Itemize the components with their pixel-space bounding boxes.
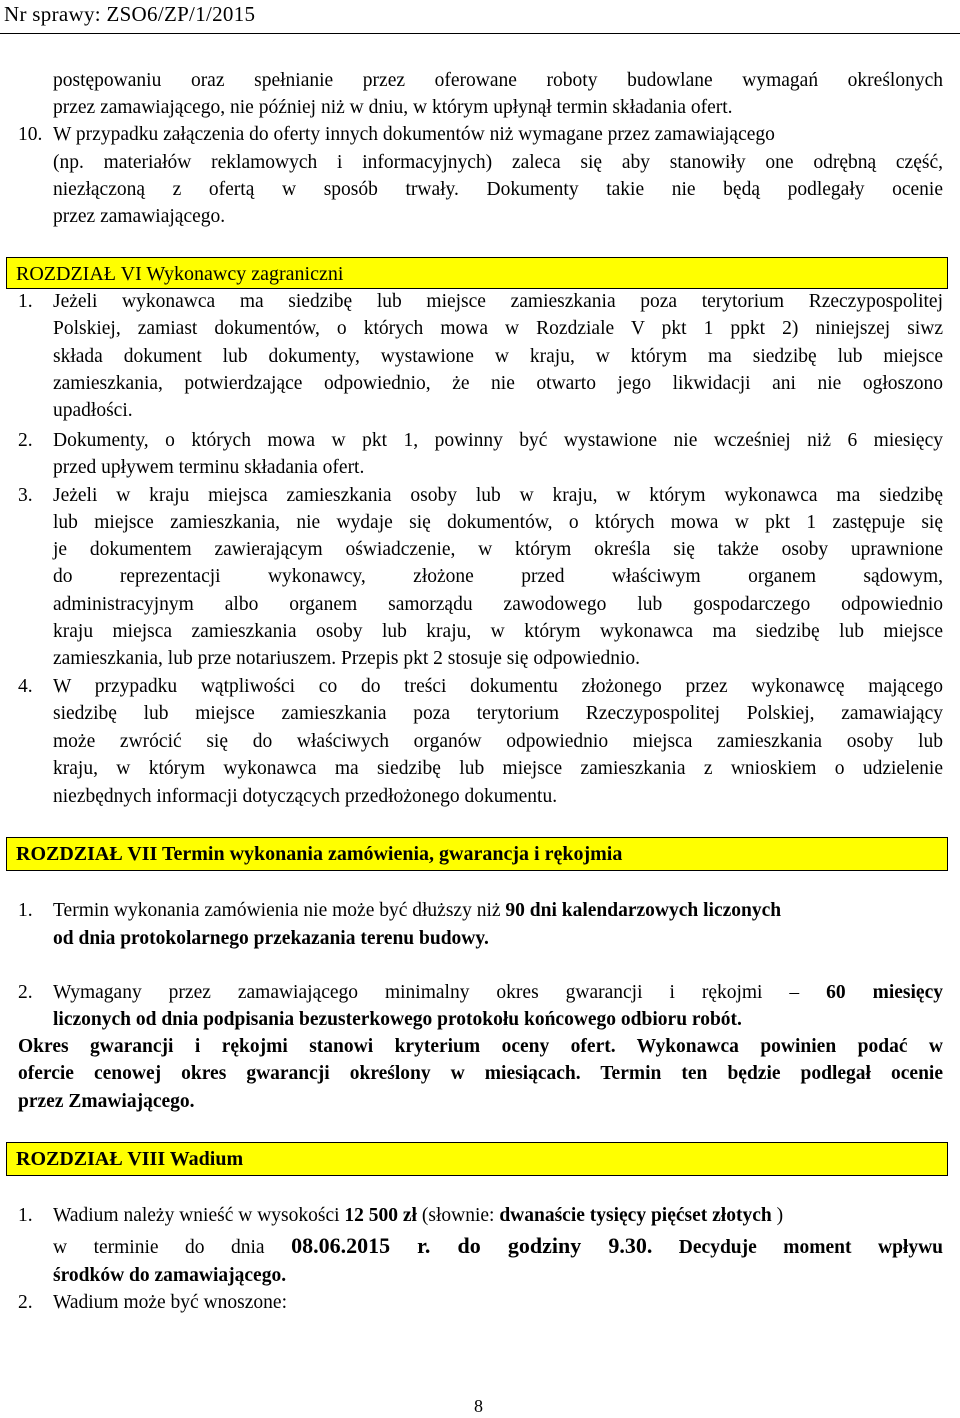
ch6-item-2-number: 2. — [18, 430, 33, 451]
ch6-item-3-line-2: lub miejsce zamieszkania, nie wydaje się dokumentów, o których mowa w pkt 1 zastępuje się — [53, 512, 943, 533]
chapter-6-title: ROZDZIAŁ VI Wykonawcy zagraniczni — [16, 263, 344, 285]
ch6-item-4-line-2: siedzibę lub miejsce zamieszkania poza terytorium Rzeczypospolitej Polskiej, zamawiający — [53, 703, 943, 724]
chapter-6-heading — [6, 257, 948, 289]
ch6-item-3-number: 3. — [18, 485, 33, 506]
ch8-item-1-number: 1. — [18, 1205, 33, 1226]
ch6-item-3-line-3: je dokumentem zawierającym oświadczenie, w którym określa się także osoby uprawnione — [53, 539, 943, 560]
ch8-deadline-text: w terminie do dnia — [53, 1237, 292, 1258]
intro-line-4: (np. materiałów reklamowych i informacyjnych) zaleca się aby stanowiły one odrębną część, — [53, 152, 943, 173]
ch7-item-1-line-1 — [53, 897, 781, 924]
ch6-item-1-line-5: upadłości. — [53, 400, 133, 421]
ch8-item-1-line-1 — [53, 1202, 783, 1229]
intro-line-3: W przypadku załączenia do oferty innych dokumentów niż wymagane przez zamawiającego — [53, 124, 775, 145]
ch6-item-2-line-2: przed upływem terminu składania ofert. — [53, 457, 365, 478]
ch7-item-2-number: 2. — [18, 982, 33, 1003]
chapter-7-heading — [6, 837, 948, 871]
ch7-item-1-text: Termin wykonania zamówienia nie może być dłuższy niż — [53, 900, 506, 921]
ch8-amount-words: dwanaście tysięcy pięćset złotych — [499, 1205, 772, 1226]
ch8-deadline-date: 08.06.2015 r. do godziny 9.30. — [291, 1233, 653, 1258]
ch6-item-4-line-4: kraju, w którym wykonawca ma siedzibę lub miejsce zamieszkania z wnioskiem o udzielenie — [53, 758, 943, 779]
ch8-item-1-line-2 — [53, 1232, 943, 1261]
ch7-item-2-line-2: liczonych od dnia podpisania bezusterkowego protokołu końcowego odbioru robót. — [53, 1009, 742, 1030]
ch7-warranty-months: 60 miesięcy — [826, 982, 943, 1003]
ch8-words-prefix: (słownie: — [416, 1205, 500, 1226]
ch6-item-1-number: 1. — [18, 291, 33, 312]
ch8-amount-text: Wadium należy wnieść w wysokości — [53, 1205, 345, 1226]
ch6-item-1-line-4: zamieszkania, potwierdzające odpowiednio, że nie otwarto jego likwidacji ani nie ogłoszono — [53, 373, 943, 394]
intro-line-1: postępowaniu oraz spełnianie przez oferowane roboty budowlane wymagań określonych — [53, 70, 943, 91]
ch6-item-4-line-1: W przypadku wątpliwości co do treści dokumentu złożonego przez wykonawcę mającego — [53, 676, 943, 697]
intro-line-2: przez zamawiającego, nie później niż w dniu, w którym upłynął termin składania ofert. — [53, 97, 733, 118]
ch7-item-1-number: 1. — [18, 900, 33, 921]
ch8-item-2-number: 2. — [18, 1292, 33, 1313]
ch6-item-1-line-3: składa dokument lub dokumenty, wystawione w kraju, w którym ma siedzibę lub miejsce — [53, 346, 943, 367]
ch6-item-3-line-5: administracyjnym albo organem samorządu zawodowego lub gospodarczego odpowiednio — [53, 594, 943, 615]
ch6-item-2-line-1: Dokumenty, o których mowa w pkt 1, powinny być wystawione nie wcześniej niż 6 miesięcy — [53, 430, 943, 451]
ch7-item-2-text: Wymagany przez zamawiającego minimalny okres gwarancji i rękojmi – — [53, 982, 827, 1003]
ch7-note-line-1: Okres gwarancji i rękojmi stanowi kryterium oceny ofert. Wykonawca powinien podać w — [18, 1036, 943, 1057]
ch7-term-days: 90 dni kalendarzowych liczonych — [505, 900, 782, 921]
ch6-item-4-line-5: niezbędnych informacji dotyczących przedłożonego dokumentu. — [53, 786, 558, 807]
chapter-7-title: ROZDZIAŁ VII Termin wykonania zamówienia, gwarancja i rękojmia — [16, 843, 623, 865]
ch6-item-1-line-2: Polskiej, zamiast dokumentów, o których mowa w Rozdziale V pkt 1 ppkt 2) niniejszej siwz — [53, 318, 943, 339]
chapter-8-title: ROZDZIAŁ VIII Wadium — [16, 1148, 244, 1170]
intro-line-6: przez zamawiającego. — [53, 206, 226, 227]
intro-line-5: niezłączoną z ofertą w sposób trwały. Dokumenty takie nie będą podlegały ocenie — [53, 179, 943, 200]
ch8-item-1-line-3: środków do zamawiającego. — [53, 1265, 287, 1286]
ch7-note-line-2: ofercie cenowej okres gwarancji określony w miesiącach. Termin ten będzie podlegał ocenie — [18, 1063, 943, 1084]
ch6-item-4-number: 4. — [18, 676, 33, 697]
ch6-item-3-line-4: do reprezentacji wykonawcy, złożone przed właściwym organem sądowym, — [53, 566, 943, 587]
ch8-deadline-note: Decyduje moment wpływu — [652, 1237, 944, 1258]
ch8-amount: 12 500 zł — [344, 1205, 417, 1226]
ch7-item-2-line-1 — [53, 979, 943, 1006]
ch6-item-3-line-7: zamieszkania, lub prze notariuszem. Przepis pkt 2 stosuje się odpowiednio. — [53, 648, 641, 669]
ch6-item-4-line-3: może zwrócić się do właściwych organów odpowiednio miejsca zamieszkania osoby lub — [53, 731, 943, 752]
chapter-8-heading — [6, 1142, 948, 1176]
ch6-item-1-line-1: Jeżeli wykonawca ma siedzibę lub miejsce zamieszkania poza terytorium Rzeczypospolitej — [53, 291, 943, 312]
ch7-note-line-3: przez Zmawiającego. — [18, 1091, 195, 1112]
case-number: Nr sprawy: ZSO6/ZP/1/2015 — [4, 2, 256, 26]
page-number: 8 — [474, 1396, 483, 1416]
ch7-item-1-line-2: od dnia protokolarnego przekazania terenu budowy. — [53, 928, 489, 949]
ch6-item-3-line-6: kraju miejsca zamieszkania osoby lub kraju, w którym wykonawca ma siedzibę lub miejsce — [53, 621, 943, 642]
ch8-words-suffix: ) — [771, 1205, 784, 1226]
ch8-item-2-line-1: Wadium może być wnoszone: — [53, 1292, 287, 1313]
ch6-item-3-line-1: Jeżeli w kraju miejsca zamieszkania osoby lub w kraju, w którym wykonawca ma siedzibę — [53, 485, 943, 506]
page-header — [0, 0, 960, 34]
item-number-10: 10. — [18, 124, 43, 145]
